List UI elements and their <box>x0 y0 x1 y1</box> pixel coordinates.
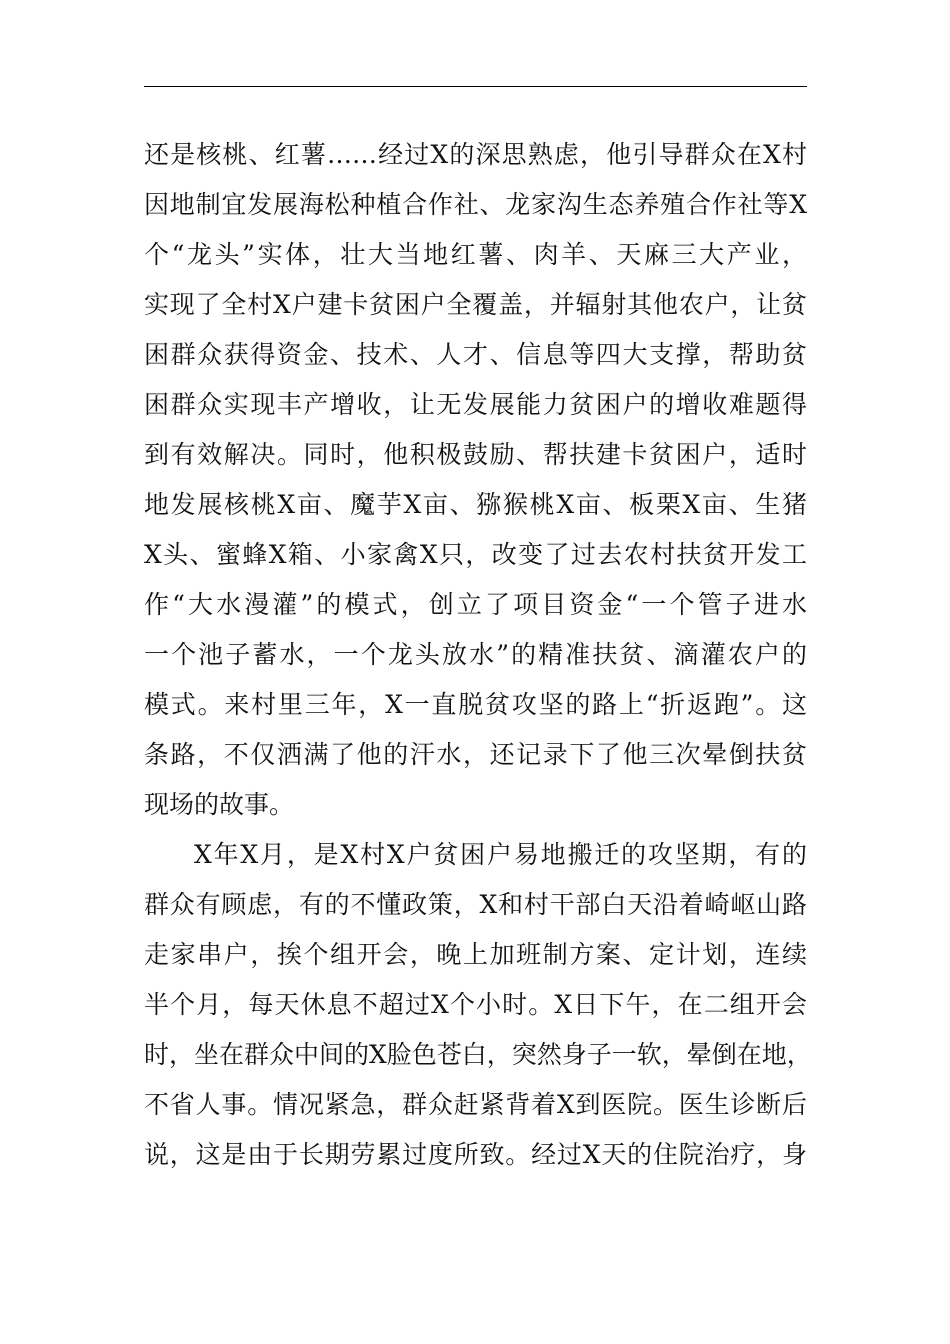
text-line: 条路，不仅洒满了他的汗水，还记录下了他三次晕倒扶贫 <box>144 740 807 769</box>
text-line: X头、蜜蜂X箱、小家禽X只，改变了过去农村扶贫开发工 <box>144 540 807 569</box>
text-line: 时，坐在群众中间的X脸色苍白，突然身子一软，晕倒在地， <box>144 1040 812 1069</box>
text-line: 一个池子蓄水，一个龙头放水”的精准扶贫、滴灌农户的 <box>144 640 807 669</box>
text-line: 地发展核桃X亩、魔芋X亩、猕猴桃X亩、板栗X亩、生猪 <box>144 490 807 519</box>
text-line: 作“大水漫灌”的模式，创立了项目资金“一个管子进水 <box>144 590 807 619</box>
text-line: 到有效解决。同时，他积极鼓励、帮扶建卡贫困户，适时 <box>144 440 807 469</box>
text-line: 困群众实现丰产增收，让无发展能力贫困户的增收难题得 <box>144 390 807 419</box>
text-line: 群众有顾虑，有的不懂政策，X和村干部白天沿着崎岖山路 <box>144 890 807 919</box>
text-line: 半个月，每天休息不超过X个小时。X日下午，在二组开会 <box>144 990 807 1019</box>
text-line: 模式。来村里三年，X一直脱贫攻坚的路上“折返跑”。这 <box>144 690 807 719</box>
header-rule <box>144 86 807 87</box>
text-line: 困群众获得资金、技术、人才、信息等四大支撑，帮助贫 <box>144 340 807 369</box>
text-line: 实现了全村X户建卡贫困户全覆盖，并辐射其他农户，让贫 <box>144 290 807 319</box>
text-line: 还是核桃、红薯……经过X的深思熟虑，他引导群众在X村 <box>144 140 807 169</box>
body-text <box>144 130 812 1180</box>
text-line: 说，这是由于长期劳累过度所致。经过X天的住院治疗，身 <box>144 1140 807 1169</box>
text-line: 现场的故事。 <box>144 790 295 819</box>
text-line: X年X月，是X村X户贫困户易地搬迁的攻坚期，有的 <box>194 840 807 869</box>
paragraph-2 <box>144 830 812 1180</box>
text-line: 不省人事。情况紧急，群众赶紧背着X到医院。医生诊断后 <box>144 1090 807 1119</box>
paragraph-1 <box>144 130 807 830</box>
text-line: 走家串户，挨个组开会，晚上加班制方案、定计划，连续 <box>144 940 807 969</box>
text-line: 因地制宜发展海松种植合作社、龙家沟生态养殖合作社等X <box>144 190 807 219</box>
text-line: 个“龙头”实体，壮大当地红薯、肉羊、天麻三大产业， <box>144 240 807 269</box>
